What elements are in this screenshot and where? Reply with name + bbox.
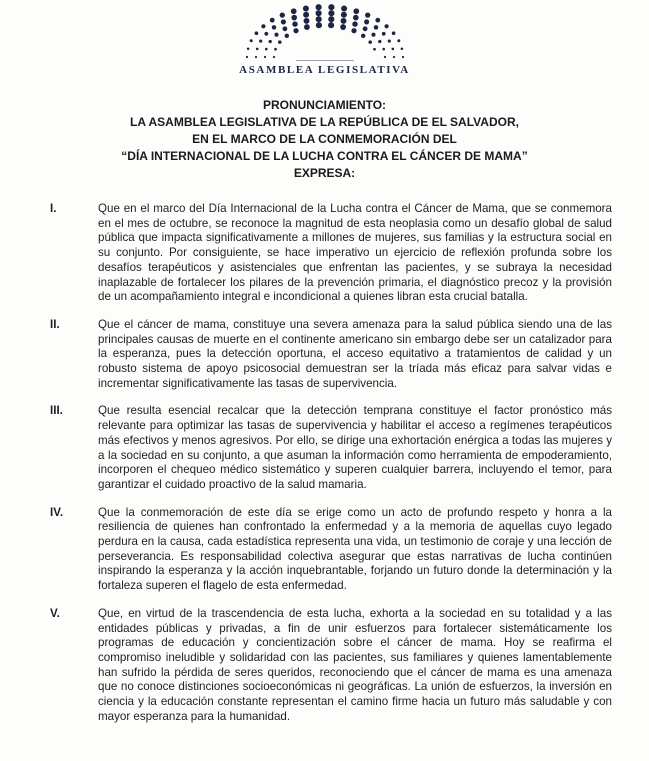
title-line-3: EN EL MARCO DE LA CONMEMORACIÓN DEL [192,132,457,146]
paragraph-5-text: Que, en virtud de la trascendencia de esta lucha, exhorta a la sociedad en su totalidad y a las entidades públicas y privadas, a fin de unir esfuerzos para fortalecer sistemáticamente los programas de educación y concientización sobre el cáncer de mama. Hoy se reafirma el compromiso ineludible y solidaridad con las pacientes, sus familiares y quienes lamentablemente han sufrido la pérdida de seres queridos, reconociendo que el cáncer de mama es una amenaza que no conoce distinciones socioeconómicas ni geográficas. La unión de esfuerzos, la inversión en ciencia y la educación constante representan el camino firme hacia un futuro más saludable y con mayor esperanza para la humanidad. [98,606,612,723]
asamblea-legislativa-logo [0,4,649,76]
paragraph-4-text: Que la conmemoración de este día se erige como un acto de profundo respeto y honra a la resiliencia de quienes han confrontado la enfermedad y a la memoria de aquellas cuyo legado perdura en la causa, cada estadística representa una vida, un testimonio de coraje y una lección de perseverancia. Es responsabilidad colectiva asegurar que estas narrativas de lucha continúen inspirando la esperanza y la acción inquebrantable, forjando un futuro donde la determinación y la fortaleza superen el flagelo de esta enfermedad. [98,505,612,593]
paragraph-3-numeral: III. [50,404,63,418]
paragraph-4-numeral: IV. [50,505,64,519]
paragraph-1-text: Que en el marco del Día Internacional de la Lucha contra el Cáncer de Mama, que se conmemora en el mes de octubre, se reconoce la magnitud de esta neoplasia como un desafío global de salud pública que impacta significativamente a millones de mujeres, sus familias y la estructura social en su conjunto. Por consiguiente, se hace imperativo un ejercicio de reflexión profunda sobre los desafíos terapéuticos y asistenciales que enfrentan las pacientes, y se subraya la necesidad inaplazable de fortalecer los pilares de la prevención primaria, el diagnóstico precoz y la provisión de un acompañamiento integral e incondicional a quienes libran esta crucial batalla. [98,202,612,304]
paragraph-5 [50,607,612,725]
paragraph-3 [50,404,612,492]
paragraph-list [0,202,649,725]
logo-divider-line [296,60,354,61]
title-line-4: “DÍA INTERNACIONAL DE LA LUCHA CONTRA EL CÁNCER DE MAMA” [121,149,528,163]
paragraph-2-text: Que el cáncer de mama, constituye una severa amenaza para la salud pública siendo una de las principales causas de muerte en el continente americano sin embargo debe ser un catalizador para la esperanza, pues la detección oportuna, el acceso equitativo a tratamientos de calidad y un robusto sistema de apoyo psicosocial demuestran ser la tríada más eficaz para salvar vidas e incrementar significativamente las tasas de supervivencia. [98,317,612,390]
paragraph-4 [50,506,612,594]
paragraph-1-numeral: I. [50,202,57,215]
title-line-1: PRONUNCIAMIENTO: [262,98,387,112]
title-line-5: EXPRESA: [293,166,356,180]
paragraph-2-numeral: II. [50,317,60,331]
logo-caption: ASAMBLEA LEGISLATIVA [239,64,410,76]
paragraph-3-text: Que resulta esencial recalcar que la detección temprana constituye el factor pronóstico más relevante para optimizar las tasas de supervivencia y habilitar el acceso a regímenes terapéuticos más efectivos y menos agresivos. Por ello, se dirige una exhortación enérgica a todas las mujeres y a la sociedad en su conjunto, a que asuman la información como herramienta de empoderamiento, incorporen el chequeo médico sistemático y superen cualquier barrera, incluyendo el temor, para garantizar el cuidado proactivo de la salud mamaria. [98,404,612,491]
title-line-2: LA ASAMBLEA LEGISLATIVA DE LA REPÚBLICA DE EL SALVADOR, [130,115,519,129]
paragraph-5-numeral: V. [50,606,60,620]
hemicycle-dots-emblem [240,4,410,59]
document-title [0,97,649,182]
paragraph-1 [50,202,612,305]
paragraph-2 [50,318,612,392]
